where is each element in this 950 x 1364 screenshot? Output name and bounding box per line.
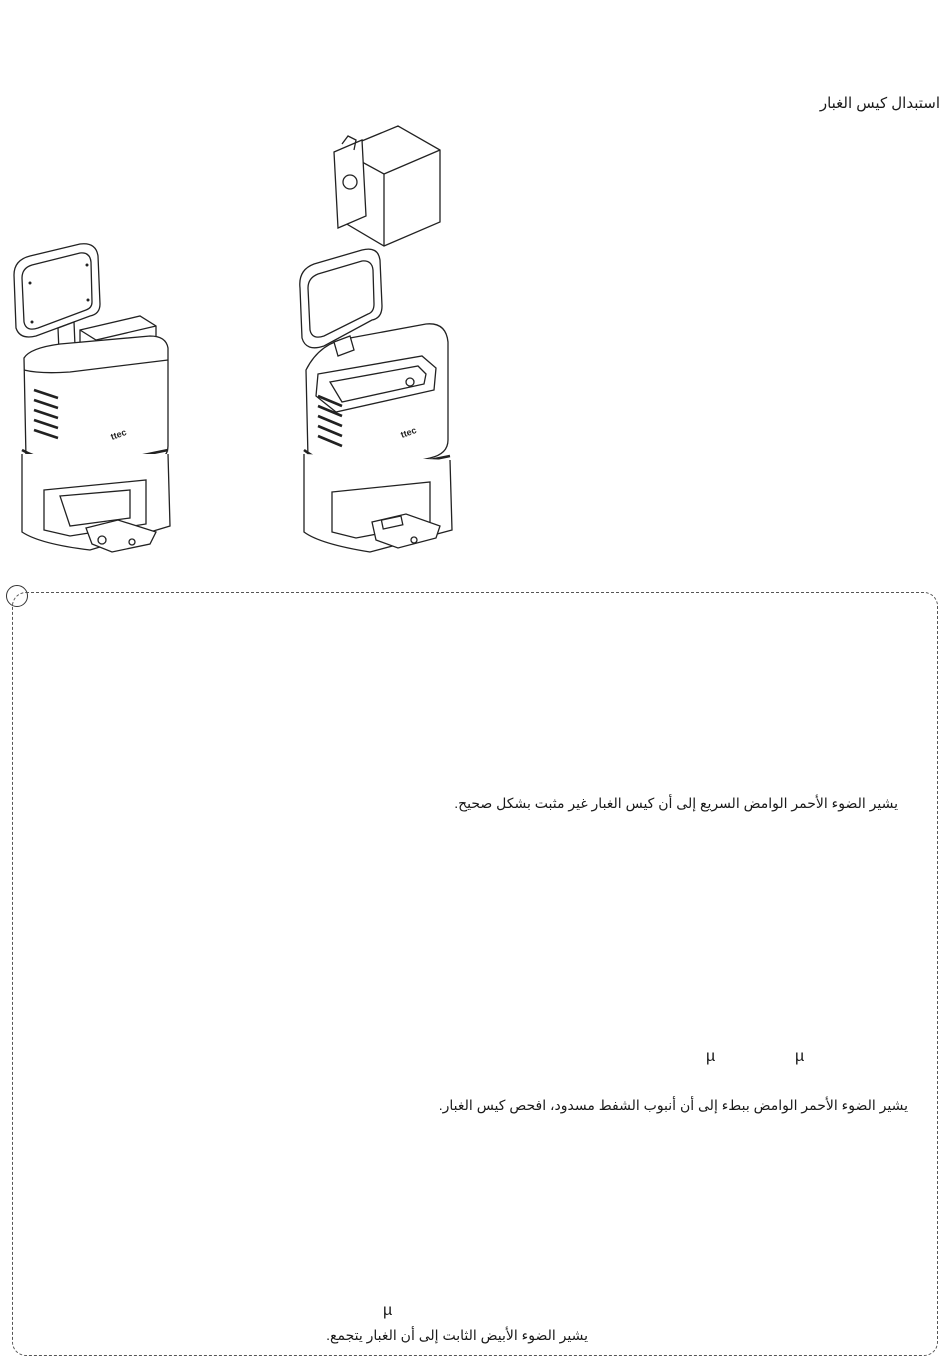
brand-logo-left: ttec bbox=[109, 427, 128, 442]
dock-illustration-bag-installed bbox=[0, 240, 180, 560]
section-title: استبدال كيس الغبار bbox=[819, 95, 940, 112]
indicator-note-fast-red: يشير الضوء الأحمر الوامض السريع إلى أن كيس الغبار غير مثبت بشكل صحيح. bbox=[454, 795, 898, 811]
symbol-mu: µ bbox=[383, 1302, 393, 1319]
indicator-note-steady-white: يشير الضوء الأبيض الثابت إلى أن الغبار يتجمع. bbox=[326, 1327, 588, 1343]
symbol-mu: µ bbox=[795, 1048, 805, 1065]
symbol-mu: µ bbox=[706, 1048, 716, 1065]
brand-logo-right: ttec bbox=[399, 425, 418, 440]
indicator-notes-box bbox=[12, 592, 938, 1356]
dock-illustration-bag-removed bbox=[290, 120, 480, 560]
indicator-note-slow-red: يشير الضوء الأحمر الوامض ببطء إلى أن أنبوب الشفط مسدود، افحص كيس الغبار. bbox=[438, 1097, 908, 1113]
